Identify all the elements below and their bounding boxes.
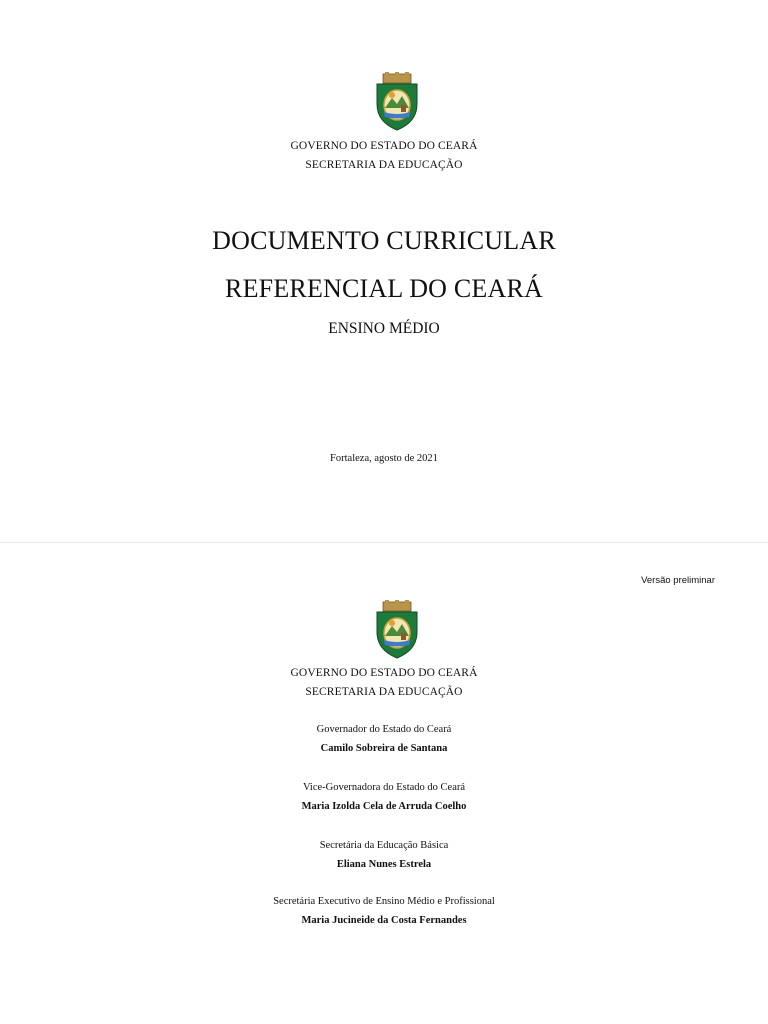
- government-heading: GOVERNO DO ESTADO DO CEARÁ: [290, 667, 478, 679]
- official-name: Eliana Nunes Estrela: [336, 859, 432, 870]
- document-subtitle: ENSINO MÉDIO: [328, 320, 440, 337]
- official-role: Secretária da Educação Básica: [319, 840, 449, 851]
- version-label: Versão preliminar: [641, 575, 715, 586]
- government-heading: GOVERNO DO ESTADO DO CEARÁ: [290, 140, 478, 152]
- official-role: Vice-Governadora do Estado do Ceará: [302, 782, 466, 793]
- state-coat-of-arms-icon: [372, 600, 422, 660]
- place-and-date: Fortaleza, agosto de 2021: [330, 453, 438, 464]
- official-name: Maria Izolda Cela de Arruda Coelho: [301, 801, 467, 812]
- state-coat-of-arms-icon: [372, 72, 422, 132]
- secretariat-heading: SECRETARIA DA EDUCAÇÃO: [305, 686, 463, 698]
- credits-page: [0, 543, 768, 1024]
- official-name: Maria Jucineide da Costa Fernandes: [301, 915, 467, 926]
- document-title-line-2: REFERENCIAL DO CEARÁ: [225, 274, 543, 303]
- document-title-line-1: DOCUMENTO CURRICULAR: [212, 226, 556, 255]
- official-role: Governador do Estado do Ceará: [316, 724, 452, 735]
- secretariat-heading: SECRETARIA DA EDUCAÇÃO: [305, 159, 463, 171]
- official-name: Camilo Sobreira de Santana: [320, 743, 448, 754]
- official-role: Secretária Executivo de Ensino Médio e Profissional: [273, 896, 495, 907]
